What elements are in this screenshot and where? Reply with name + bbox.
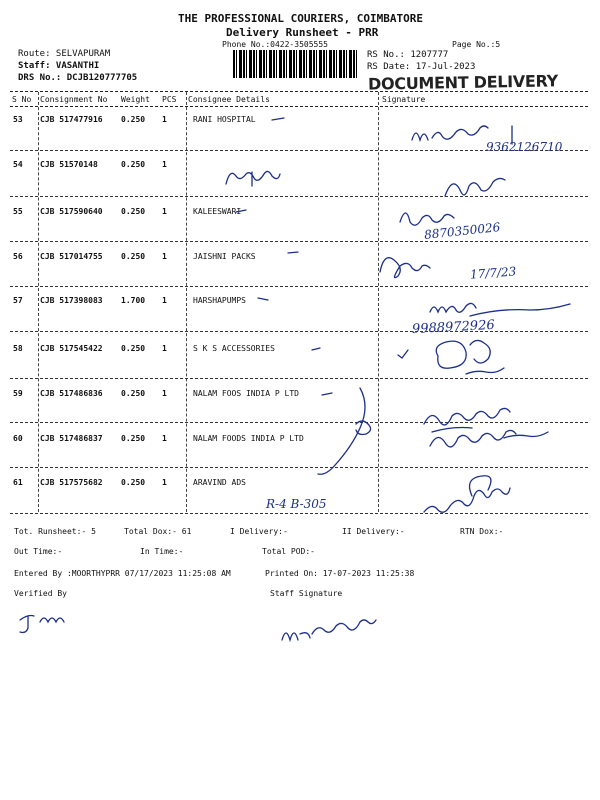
row-pcs: 1 bbox=[162, 434, 167, 443]
row-sno: 54 bbox=[13, 160, 23, 169]
out-time: Out Time:- bbox=[14, 547, 63, 556]
row-weight: 0.250 bbox=[121, 207, 146, 216]
row-consignment: CJB 517590640 bbox=[40, 207, 103, 216]
row-weight: 0.250 bbox=[121, 252, 146, 261]
row-pcs: 1 bbox=[162, 344, 167, 353]
col-consignment: Consignment No bbox=[40, 95, 108, 104]
row-consignment: CJB 517398083 bbox=[40, 296, 103, 305]
entered-by: Entered By :MOORTHYPRR 07/17/2023 11:25:08 AM bbox=[14, 569, 231, 578]
verified-by: Verified By bbox=[14, 589, 67, 598]
row-consignment: CJB 517486836 bbox=[40, 389, 103, 398]
row-weight: 0.250 bbox=[121, 478, 146, 487]
row-consignment: CJB 517545422 bbox=[40, 344, 103, 353]
printed-on: Printed On: 17-07-2023 11:25:38 bbox=[265, 569, 415, 578]
rs-number: RS No.: 1207777 bbox=[367, 50, 449, 60]
row-consignee: RANI HOSPITAL bbox=[193, 115, 256, 124]
page-number: Page No.:5 bbox=[452, 40, 501, 49]
row-consignment: CJB 517486837 bbox=[40, 434, 103, 443]
col-sno: S No bbox=[12, 95, 32, 104]
row-weight: 1.700 bbox=[121, 296, 146, 305]
row-sno: 53 bbox=[13, 115, 23, 124]
company-name: THE PROFESSIONAL COURIERS, COIMBATORE bbox=[178, 12, 424, 25]
col-weight: Weight bbox=[121, 95, 150, 104]
runsheet-title: Delivery Runsheet - PRR bbox=[226, 26, 379, 39]
row-pcs: 1 bbox=[162, 478, 167, 487]
handwritten-date-56: 17/7/23 bbox=[469, 264, 517, 282]
ii-delivery: II Delivery:- bbox=[342, 527, 405, 536]
rtn-dox: RTN Dox:- bbox=[460, 527, 504, 536]
row-consignment: CJB 51570148 bbox=[40, 160, 98, 169]
row-weight: 0.250 bbox=[121, 434, 146, 443]
in-time: In Time:- bbox=[140, 547, 184, 556]
row-consignee: S K S ACCESSORIES bbox=[193, 344, 275, 353]
row-consignee: NALAM FOODS INDIA P LTD bbox=[193, 434, 304, 443]
row-consignment: CJB 517575682 bbox=[40, 478, 103, 487]
row-pcs: 1 bbox=[162, 389, 167, 398]
handwritten-phone-55: 8870350026 bbox=[423, 220, 501, 242]
i-delivery: I Delivery:- bbox=[230, 527, 288, 536]
row-consignee: JAISHNI PACKS bbox=[193, 252, 256, 261]
row-consignee: HARSHAPUMPS bbox=[193, 296, 246, 305]
document-delivery-stamp: DOCUMENT DELIVERY bbox=[367, 71, 559, 94]
col-pcs: PCS bbox=[162, 95, 177, 104]
row-pcs: 1 bbox=[162, 160, 167, 169]
row-sno: 60 bbox=[13, 434, 23, 443]
phone-number: Phone No.:0422-3505555 bbox=[222, 40, 328, 49]
row-sno: 57 bbox=[13, 296, 23, 305]
row-consignee: ARAVIND ADS bbox=[193, 478, 246, 487]
row-sno: 56 bbox=[13, 252, 23, 261]
row-weight: 0.250 bbox=[121, 160, 146, 169]
row-consignee: NALAM FOOS INDIA P LTD bbox=[193, 389, 299, 398]
row-consignment: CJB 517014755 bbox=[40, 252, 103, 261]
handwritten-phone-57: 9988972926 bbox=[411, 317, 496, 338]
route: Route: SELVAPURAM bbox=[18, 49, 111, 59]
row-consignee: KALEESWARI bbox=[193, 207, 242, 216]
col-consignee: Consignee Details bbox=[188, 95, 270, 104]
row-sno: 55 bbox=[13, 207, 23, 216]
row-sno: 61 bbox=[13, 478, 23, 487]
total-runsheet: Tot. Runsheet:- 5 bbox=[14, 527, 96, 536]
row-pcs: 1 bbox=[162, 115, 167, 124]
row-pcs: 1 bbox=[162, 296, 167, 305]
row-weight: 0.250 bbox=[121, 115, 146, 124]
handwritten-phone-53: 9362126710 bbox=[486, 140, 563, 154]
staff-signature-label: Staff Signature bbox=[270, 589, 343, 598]
drs-number: DRS No.: DCJB120777705 bbox=[18, 73, 138, 83]
col-signature: Signature bbox=[382, 95, 426, 104]
row-sno: 59 bbox=[13, 389, 23, 398]
total-pod: Total POD:- bbox=[262, 547, 315, 556]
row-weight: 0.250 bbox=[121, 344, 146, 353]
row-sno: 58 bbox=[13, 344, 23, 353]
row-pcs: 1 bbox=[162, 207, 167, 216]
row-weight: 0.250 bbox=[121, 389, 146, 398]
handwritten-note-61: R-4 B-305 bbox=[266, 497, 327, 511]
staff: Staff: VASANTHI bbox=[18, 61, 100, 71]
rs-date: RS Date: 17-Jul-2023 bbox=[367, 62, 476, 72]
row-pcs: 1 bbox=[162, 252, 167, 261]
row-consignment: CJB 517477916 bbox=[40, 115, 103, 124]
total-dox: Total Dox:- 61 bbox=[124, 527, 192, 536]
